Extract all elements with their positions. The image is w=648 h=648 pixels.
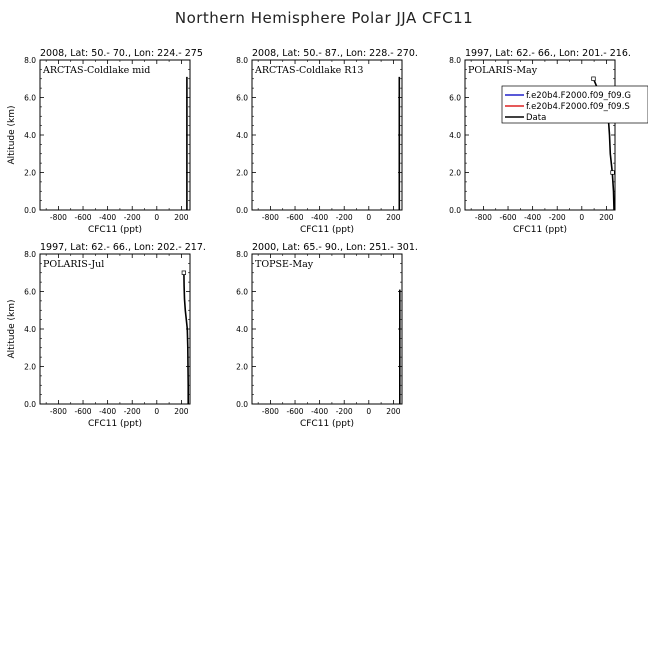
panel-header: 2000, Lat: 65.- 90., Lon: 251.- 301. (252, 242, 418, 253)
x-tick-label: 0 (579, 213, 585, 222)
x-tick-label: -600 (74, 213, 92, 222)
legend-entry-label: f.e20b4.F2000.f09_f09.G (526, 91, 632, 101)
y-tick-label: 8.0 (236, 250, 248, 259)
x-tick-label: -600 (74, 407, 92, 416)
x-tick-label: 0 (366, 213, 372, 222)
y-tick-label: 2.0 (449, 168, 461, 178)
x-tick-label: -200 (335, 213, 353, 222)
x-tick-label: -800 (49, 213, 67, 222)
y-tick-label: 6.0 (24, 93, 36, 103)
x-axis-label: CFC11 (ppt) (87, 419, 143, 429)
panel-label: ARCTAS-Coldlake R13 (255, 65, 364, 76)
y-tick-label: 0.0 (236, 400, 248, 409)
plot-frame (252, 60, 402, 210)
y-tick-label: 8.0 (24, 250, 36, 259)
x-axis-label: CFC11 (ppt) (299, 419, 355, 429)
panel-header: 2008, Lat: 50.- 87., Lon: 228.- 270. (252, 48, 418, 59)
x-tick-label: 0 (154, 213, 160, 222)
x-tick-label: -800 (49, 407, 67, 416)
x-axis-label: CFC11 (ppt) (512, 225, 568, 235)
y-tick-label: 2.0 (236, 362, 248, 372)
panels-group (7, 48, 648, 429)
x-tick-label: -800 (474, 213, 492, 222)
panel-1 (7, 48, 203, 235)
y-tick-label: 4.0 (449, 131, 461, 140)
plot-frame (40, 254, 190, 404)
panel-3 (449, 48, 648, 235)
x-tick-label: -200 (123, 407, 141, 416)
y-tick-label: 8.0 (236, 56, 248, 65)
x-tick-label: -400 (99, 407, 117, 416)
y-axis-label: Altitude (km) (7, 299, 17, 359)
panel-label: TOPSE-May (255, 259, 314, 270)
data-group (184, 273, 188, 404)
x-tick-label: -600 (499, 213, 517, 222)
x-tick-label: -800 (261, 407, 279, 416)
x-tick-label: -400 (524, 213, 542, 222)
panel-label: POLARIS-Jul (43, 259, 105, 270)
x-tick-label: -200 (548, 213, 566, 222)
figure-title: Northern Hemisphere Polar JJA CFC11 (174, 9, 474, 27)
y-tick-label: 6.0 (24, 287, 36, 297)
panel-2 (236, 48, 418, 235)
legend-entry-label: f.e20b4.F2000.f09_f09.S (526, 102, 630, 112)
y-tick-label: 0.0 (24, 400, 36, 409)
panel-header: 2008, Lat: 50.- 70., Lon: 224.- 275 (40, 48, 203, 59)
data-marker (182, 271, 186, 275)
x-tick-label: 200 (386, 407, 401, 416)
panel-label: ARCTAS-Coldlake mid (43, 65, 151, 76)
x-tick-label: -400 (311, 407, 329, 416)
y-tick-label: 8.0 (449, 56, 461, 65)
data-marker (611, 171, 615, 175)
plot-frame (252, 254, 402, 404)
panel-4 (7, 242, 206, 429)
x-tick-label: -600 (286, 213, 304, 222)
panel-label: POLARIS-May (468, 65, 538, 76)
x-tick-label: -600 (286, 407, 304, 416)
y-tick-label: 4.0 (24, 131, 36, 140)
y-tick-label: 2.0 (24, 168, 36, 178)
y-tick-label: 0.0 (236, 206, 248, 215)
y-tick-label: 4.0 (236, 131, 248, 140)
panel-header: 1997, Lat: 62.- 66., Lon: 201.- 216. (465, 48, 631, 59)
x-tick-label: -400 (311, 213, 329, 222)
x-tick-label: -200 (335, 407, 353, 416)
y-tick-label: 6.0 (236, 287, 248, 297)
y-axis-label: Altitude (km) (7, 105, 17, 165)
y-tick-label: 6.0 (449, 93, 461, 103)
plot-frame (465, 60, 615, 210)
y-tick-label: 4.0 (24, 325, 36, 334)
y-tick-label: 0.0 (449, 206, 461, 215)
panel-header: 1997, Lat: 62.- 66., Lon: 202.- 217. (40, 242, 206, 253)
data-line (184, 273, 188, 404)
x-tick-label: -800 (261, 213, 279, 222)
y-tick-label: 4.0 (236, 325, 248, 334)
x-tick-label: 0 (154, 407, 160, 416)
x-axis-label: CFC11 (ppt) (87, 225, 143, 235)
y-tick-label: 2.0 (24, 362, 36, 372)
x-tick-label: 200 (386, 213, 401, 222)
y-tick-label: 0.0 (24, 206, 36, 215)
data-marker (592, 77, 596, 81)
y-tick-label: 6.0 (236, 93, 248, 103)
x-axis-label: CFC11 (ppt) (299, 225, 355, 235)
panel-5 (236, 242, 418, 429)
x-tick-label: 200 (174, 213, 189, 222)
y-tick-label: 8.0 (24, 56, 36, 65)
y-tick-label: 2.0 (236, 168, 248, 178)
legend (502, 86, 648, 123)
plot-frame (40, 60, 190, 210)
x-tick-label: -200 (123, 213, 141, 222)
x-tick-label: 0 (366, 407, 372, 416)
x-tick-label: 200 (174, 407, 189, 416)
x-tick-label: 200 (599, 213, 614, 222)
legend-entry-label: Data (526, 113, 547, 123)
x-tick-label: -400 (99, 213, 117, 222)
